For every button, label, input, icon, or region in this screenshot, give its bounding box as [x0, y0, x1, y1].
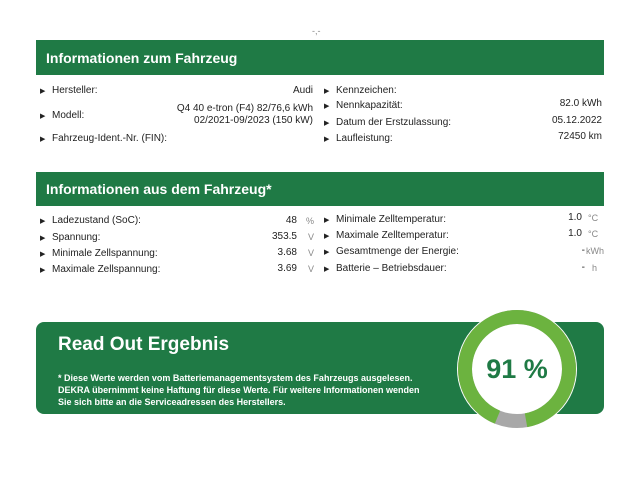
triangle-bullet-icon: ▶ — [324, 103, 330, 110]
triangle-bullet-icon: ▶ — [40, 267, 46, 274]
triangle-bullet-icon: ▶ — [40, 113, 46, 120]
data-value-operating-time: - — [581, 262, 585, 273]
data-value-min-cell-temp: 1.0 — [568, 212, 582, 223]
data-label: Batterie – Betriebsdauer: — [336, 263, 447, 274]
data-label: Spannung: — [52, 232, 101, 243]
info-label: Datum der Erstzulassung: — [336, 117, 452, 128]
triangle-bullet-icon: ▶ — [40, 218, 46, 225]
data-label: Minimale Zellspannung: — [52, 248, 158, 259]
data-value-max-cell-temp: 1.0 — [568, 228, 582, 239]
triangle-bullet-icon: ▶ — [40, 136, 46, 143]
data-row-min-cell-voltage — [40, 248, 158, 259]
info-row-vin — [40, 133, 167, 144]
info-label: Fahrzeug-Ident.-Nr. (FIN): — [52, 133, 168, 144]
info-label: Kennzeichen: — [336, 85, 397, 96]
triangle-bullet-icon: ▶ — [324, 266, 330, 273]
data-value-total-energy: - — [581, 245, 585, 256]
info-label: Modell: — [52, 110, 85, 121]
triangle-bullet-icon: ▶ — [40, 235, 46, 242]
info-row-model — [40, 110, 84, 121]
info-row-manufacturer — [40, 85, 98, 96]
data-row-soc — [40, 215, 141, 226]
data-value-voltage: 353.5 — [271, 231, 297, 242]
data-unit-soc: % — [306, 216, 315, 226]
data-unit-max-cell-voltage: V — [308, 264, 315, 274]
data-row-operating-time — [324, 263, 447, 274]
info-row-plate — [324, 85, 397, 96]
info-value-model-line1: Q4 40 e-tron (F4) 82/76,6 kWh — [176, 103, 313, 114]
data-row-voltage — [40, 232, 100, 243]
section-header-vehicle-info — [36, 40, 604, 75]
info-value-manufacturer: Audi — [292, 85, 313, 96]
info-label: Hersteller: — [52, 85, 98, 96]
data-unit-min-cell-voltage: V — [308, 248, 315, 258]
triangle-bullet-icon: ▶ — [324, 120, 330, 127]
data-unit-operating-time: h — [592, 263, 598, 273]
data-label: Maximale Zelltemperatur: — [336, 230, 449, 241]
data-unit-min-cell-temp: °C — [588, 213, 599, 223]
section-title: Informationen zum Fahrzeug — [46, 49, 238, 66]
score-gauge — [452, 307, 582, 431]
info-value-capacity: 82.0 kWh — [559, 98, 602, 109]
data-unit-max-cell-temp: °C — [588, 229, 599, 239]
data-unit-voltage: V — [308, 232, 315, 242]
data-value-soc: 48 — [285, 215, 297, 226]
info-row-mileage — [324, 133, 393, 144]
info-row-registration — [324, 117, 451, 128]
data-row-total-energy — [324, 246, 459, 257]
section-header-vehicle-data — [36, 172, 604, 206]
gauge-score-text: 91 % — [486, 354, 548, 384]
data-row-max-cell-temp — [324, 230, 449, 241]
data-label: Minimale Zelltemperatur: — [336, 214, 447, 225]
info-value-mileage: 72450 km — [558, 131, 602, 142]
info-row-capacity — [324, 100, 403, 111]
data-label: Gesamtmenge der Energie: — [336, 246, 459, 257]
triangle-bullet-icon: ▶ — [324, 233, 330, 240]
result-title: Read Out Ergebnis — [58, 334, 230, 355]
info-label: Laufleistung: — [336, 133, 393, 144]
info-label: Nennkapazität: — [336, 100, 403, 111]
header-mark: -,- — [312, 26, 321, 36]
result-note: * Diese Werte werden vom Batteriemanagementsystem des Fahrzeugs ausgelesen. DEKRA übernimmt keine Haftung für diese Werte. Für weitere Informationen wenden Sie sich bitte an die Serviceadressen des Herstellers. — [58, 373, 420, 407]
triangle-bullet-icon: ▶ — [324, 217, 330, 224]
data-unit-total-energy: kWh — [586, 246, 604, 256]
triangle-bullet-icon: ▶ — [324, 88, 330, 95]
triangle-bullet-icon: ▶ — [40, 88, 46, 95]
data-label: Maximale Zellspannung: — [52, 264, 161, 275]
data-row-min-cell-temp — [324, 214, 446, 225]
info-value-registration: 05.12.2022 — [551, 115, 602, 126]
data-value-max-cell-voltage: 3.69 — [277, 263, 297, 274]
info-value-model-line2: 02/2021-09/2023 (150 kW) — [194, 115, 313, 126]
triangle-bullet-icon: ▶ — [324, 249, 330, 256]
triangle-bullet-icon: ▶ — [40, 251, 46, 258]
triangle-bullet-icon: ▶ — [324, 136, 330, 143]
data-row-max-cell-voltage — [40, 264, 160, 275]
section-title: Informationen aus dem Fahrzeug* — [46, 181, 272, 197]
data-value-min-cell-voltage: 3.68 — [277, 247, 297, 258]
data-label: Ladezustand (SoC): — [52, 215, 141, 226]
